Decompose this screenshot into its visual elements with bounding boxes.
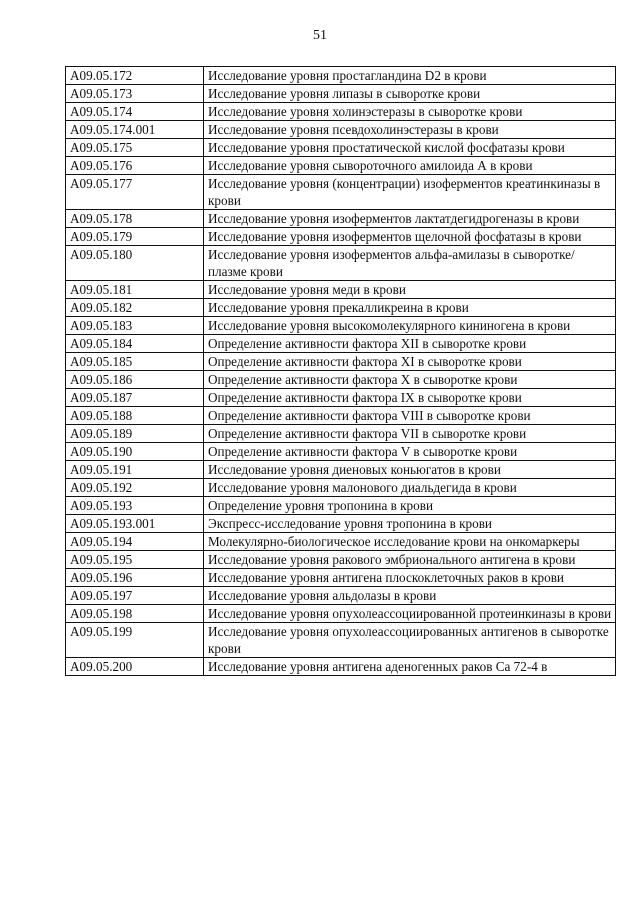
table-row [66, 461, 616, 479]
service-name-cell: Исследование уровня изоферментов щелочной фосфатазы в крови [204, 228, 616, 246]
service-code-cell: A09.05.197 [66, 587, 204, 605]
table-row [66, 139, 616, 157]
table-row [66, 317, 616, 335]
service-name-cell: Определение активности фактора X в сыворотке крови [204, 371, 616, 389]
service-code-cell: A09.05.172 [66, 67, 204, 85]
table-row [66, 533, 616, 551]
table-body [66, 67, 616, 676]
table-row [66, 175, 616, 210]
service-name-cell: Исследование уровня прекалликреина в крови [204, 299, 616, 317]
table-row [66, 425, 616, 443]
service-code-cell: A09.05.189 [66, 425, 204, 443]
service-name-cell: Исследование уровня антигена аденогенных раков Са 72-4 в [204, 658, 616, 676]
service-code-cell: A09.05.175 [66, 139, 204, 157]
table-row [66, 246, 616, 281]
table-row [66, 67, 616, 85]
table-row [66, 210, 616, 228]
service-name-cell: Исследование уровня сывороточного амилоида А в крови [204, 157, 616, 175]
service-name-cell: Определение активности фактора VIII в сыворотке крови [204, 407, 616, 425]
service-name-cell: Исследование уровня (концентрации) изоферментов креатинкиназы в крови [204, 175, 616, 210]
service-name-cell: Определение активности фактора V в сыворотке крови [204, 443, 616, 461]
table-row [66, 623, 616, 658]
service-code-cell: A09.05.193 [66, 497, 204, 515]
service-code-cell: A09.05.196 [66, 569, 204, 587]
table-row [66, 281, 616, 299]
service-name-cell: Исследование уровня изоферментов альфа-амилазы в сыворотке/плазме крови [204, 246, 616, 281]
service-name-cell: Экспресс-исследование уровня тропонина в крови [204, 515, 616, 533]
table-row [66, 497, 616, 515]
service-code-cell: A09.05.191 [66, 461, 204, 479]
service-code-cell: A09.05.199 [66, 623, 204, 658]
table-row [66, 157, 616, 175]
service-code-cell: A09.05.181 [66, 281, 204, 299]
service-name-cell: Исследование уровня простатической кислой фосфатазы крови [204, 139, 616, 157]
service-codes-table [65, 66, 616, 676]
service-name-cell: Исследование уровня опухолеассоциированной протеинкиназы в крови [204, 605, 616, 623]
service-code-cell: A09.05.200 [66, 658, 204, 676]
service-name-cell: Исследование уровня опухолеассоциированных антигенов в сыворотке крови [204, 623, 616, 658]
service-code-cell: A09.05.198 [66, 605, 204, 623]
service-name-cell: Определение активности фактора XII в сыворотке крови [204, 335, 616, 353]
table-row [66, 103, 616, 121]
service-code-cell: A09.05.188 [66, 407, 204, 425]
service-name-cell: Молекулярно-биологическое исследование крови на онкомаркеры [204, 533, 616, 551]
service-code-cell: A09.05.186 [66, 371, 204, 389]
table-row [66, 121, 616, 139]
service-code-cell: A09.05.179 [66, 228, 204, 246]
service-code-cell: A09.05.177 [66, 175, 204, 210]
service-name-cell: Определение уровня тропонина в крови [204, 497, 616, 515]
table-row [66, 569, 616, 587]
table-row [66, 371, 616, 389]
page-number: 51 [313, 28, 327, 43]
table-row [66, 389, 616, 407]
table-row [66, 335, 616, 353]
table-row [66, 479, 616, 497]
service-name-cell: Исследование уровня малонового диальдегида в крови [204, 479, 616, 497]
service-code-cell: A09.05.182 [66, 299, 204, 317]
service-name-cell: Исследование уровня высокомолекулярного кининогена в крови [204, 317, 616, 335]
service-name-cell: Определение активности фактора XI в сыворотке крови [204, 353, 616, 371]
service-name-cell: Исследование уровня диеновых коньюгатов в крови [204, 461, 616, 479]
service-code-cell: A09.05.195 [66, 551, 204, 569]
table-row [66, 443, 616, 461]
service-code-cell: A09.05.180 [66, 246, 204, 281]
service-name-cell: Определение активности фактора IX в сыворотке крови [204, 389, 616, 407]
service-name-cell: Исследование уровня меди в крови [204, 281, 616, 299]
service-code-cell: A09.05.194 [66, 533, 204, 551]
service-name-cell: Исследование уровня липазы в сыворотке крови [204, 85, 616, 103]
service-name-cell: Исследование уровня антигена плоскоклеточных раков в крови [204, 569, 616, 587]
service-code-cell: A09.05.183 [66, 317, 204, 335]
service-code-cell: A09.05.185 [66, 353, 204, 371]
table-row [66, 515, 616, 533]
table-row [66, 85, 616, 103]
service-code-cell: A09.05.174 [66, 103, 204, 121]
service-name-cell: Исследование уровня ракового эмбрионального антигена в крови [204, 551, 616, 569]
table-row [66, 605, 616, 623]
table-row [66, 407, 616, 425]
service-name-cell: Определение активности фактора VII в сыворотке крови [204, 425, 616, 443]
table-row [66, 228, 616, 246]
service-code-cell: A09.05.178 [66, 210, 204, 228]
table-row [66, 353, 616, 371]
service-code-cell: A09.05.176 [66, 157, 204, 175]
service-code-cell: A09.05.187 [66, 389, 204, 407]
service-code-cell: A09.05.193.001 [66, 515, 204, 533]
table-row [66, 658, 616, 676]
table-row [66, 551, 616, 569]
service-name-cell: Исследование уровня альдолазы в крови [204, 587, 616, 605]
service-name-cell: Исследование уровня простагландина D2 в крови [204, 67, 616, 85]
table-row [66, 587, 616, 605]
table-row [66, 299, 616, 317]
service-code-cell: A09.05.190 [66, 443, 204, 461]
service-name-cell: Исследование уровня изоферментов лактатдегидрогеназы в крови [204, 210, 616, 228]
service-name-cell: Исследование уровня псевдохолинэстеразы в крови [204, 121, 616, 139]
service-code-cell: A09.05.174.001 [66, 121, 204, 139]
service-code-cell: A09.05.184 [66, 335, 204, 353]
service-code-cell: A09.05.173 [66, 85, 204, 103]
service-code-cell: A09.05.192 [66, 479, 204, 497]
service-name-cell: Исследование уровня холинэстеразы в сыворотке крови [204, 103, 616, 121]
